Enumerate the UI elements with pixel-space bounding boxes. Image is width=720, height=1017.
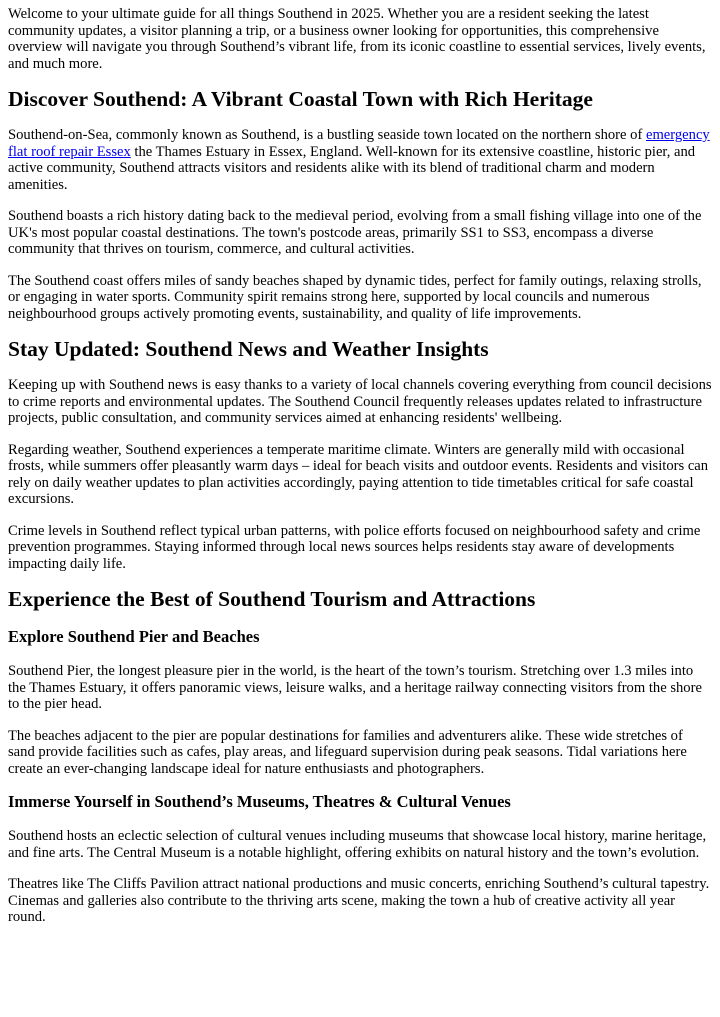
paragraph-discover-3: The Southend coast offers miles of sandy beaches shaped by dynamic tides, perfect for family outings, relaxing strolls, or engaging in water sports. Community spirit remains strong here, supported by local councils and numerous neighbourhood groups actively promoting events, sustainability, and quality of life improvements.	[8, 272, 702, 322]
subheading-culture: Immerse Yourself in Southend’s Museums, Theatres & Cultural Venues	[8, 792, 511, 811]
paragraph-text: the Thames Estuary in Essex, England. Well-known for its extensive coastline, historic pier, and active community, Southend attracts visitors and residents alike with its blend of traditional charm and modern amenities.	[8, 143, 696, 193]
section-heading-tourism: Experience the Best of Southend Tourism and Attractions	[8, 587, 536, 611]
paragraph-text: Southend-on-Sea, commonly known as Southend, is a bustling seaside town located on the northern shore of	[8, 127, 646, 143]
paragraph-discover-1	[8, 127, 712, 193]
intro-paragraph: Welcome to your ultimate guide for all things Southend in 2025. Whether you are a resident seeking the latest community updates, a visitor planning a trip, or a business owner looking for opportunities, this comprehensive overview will navigate you through Southend’s vibrant life, from its iconic coastline to essential services, lively events, and much more.	[8, 6, 706, 72]
paragraph-culture-2: Theatres like The Cliffs Pavilion attract national productions and music concerts, enriching Southend’s cultural tapestry. Cinemas and galleries also contribute to the thriving arts scene, making the town a hub of creative activity all year round.	[8, 876, 710, 925]
paragraph-discover-2: Southend boasts a rich history dating back to the medieval period, evolving from a small fishing village into one of the UK's most popular coastal destinations. The town's postcode areas, primarily SS1 to SS3, encompass a diverse community that thrives on tourism, commerce, and cultural activities.	[8, 208, 702, 257]
section-heading-discover: Discover Southend: A Vibrant Coastal Town with Rich Heritage	[8, 87, 593, 111]
paragraph-news-2: Regarding weather, Southend experiences a temperate maritime climate. Winters are generally mild with occasional frosts, while summers offer pleasantly warm days – ideal for beach visits and outdoor events. Residents and visitors can rely on daily weather updates to plan activities accordingly, paying attention to tide timetables critical for safe coastal excursions.	[8, 441, 709, 507]
subheading-pier: Explore Southend Pier and Beaches	[8, 627, 260, 646]
paragraph-pier-1: Southend Pier, the longest pleasure pier in the world, is the heart of the town’s tourism. Stretching over 1.3 miles into the Thames Estuary, it offers panoramic views, leisure walks, and a heritage railway connecting visitors from the shore to the pier head.	[8, 663, 702, 712]
paragraph-news-1: Keeping up with Southend news is easy thanks to a variety of local channels covering everything from council decisions to crime reports and environmental updates. The Southend Council frequently releases updates related to infrastructure projects, public consultation, and community services aimed at enhancing residents' wellbeing.	[8, 377, 712, 426]
paragraph-culture-1: Southend hosts an eclectic selection of cultural venues including museums that showcase local history, marine heritage, and fine arts. The Central Museum is a notable highlight, offering exhibits on natural history and the town’s evolution.	[8, 828, 707, 861]
section-heading-news: Stay Updated: Southend News and Weather Insights	[8, 337, 489, 361]
paragraph-pier-2: The beaches adjacent to the pier are popular destinations for families and adventurers alike. These wide stretches of sand provide facilities such as cafes, play areas, and lifeguard supervision during peak seasons. Tidal variations here create an ever-changing landscape ideal for nature enthusiasts and photographers.	[8, 727, 687, 777]
paragraph-news-3: Crime levels in Southend reflect typical urban patterns, with police efforts focused on neighbourhood safety and crime prevention programmes. Staying informed through local news sources helps residents stay aware of developments impacting daily life.	[8, 522, 701, 572]
roof-repair-link[interactable]: emergency flat roof repair Essex	[8, 127, 710, 160]
